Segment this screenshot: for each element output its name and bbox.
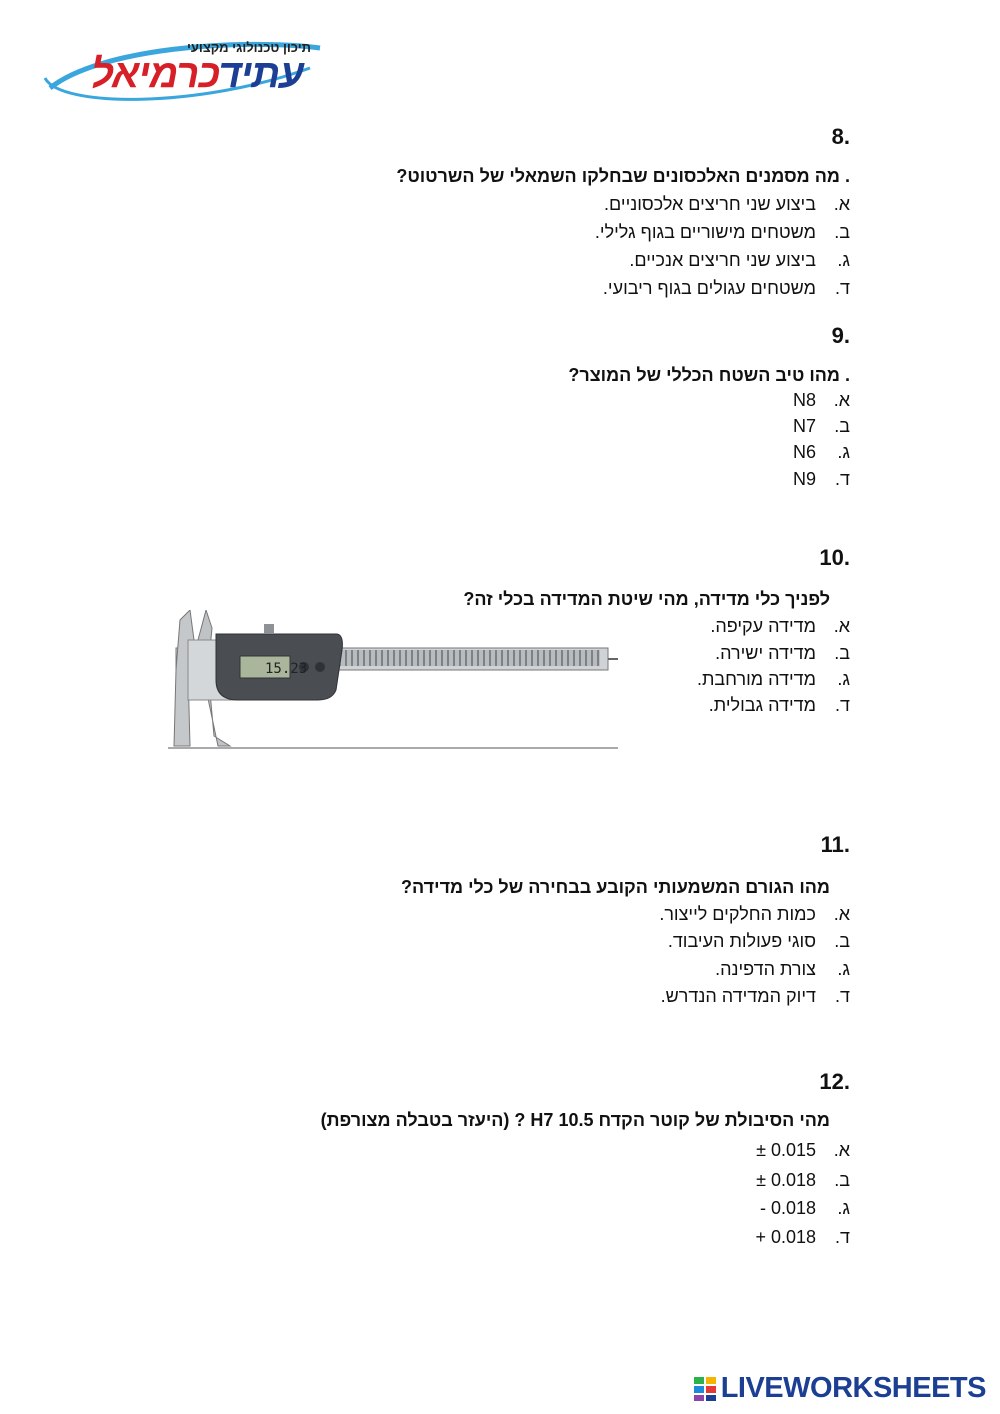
option-text: דיוק המדידה הנדרש.: [660, 986, 816, 1006]
option-text: כמות החלקים לייצור.: [659, 904, 816, 924]
option-label: ב.: [834, 931, 850, 951]
liveworksheets-brand: LIVEWORKSHEETS: [720, 1372, 986, 1404]
option-label: ב.: [834, 416, 850, 436]
answer-option[interactable]: [659, 904, 850, 925]
answer-option[interactable]: [629, 250, 850, 271]
question-number: 12.: [819, 1069, 850, 1094]
option-text: מדידה מורחבת.: [696, 669, 816, 689]
answer-option[interactable]: [756, 1170, 850, 1191]
question-text: . מה מסמנים האלכסונים שבחלקו השמאלי של השרטוט?: [396, 166, 850, 186]
answer-option[interactable]: [661, 986, 850, 1007]
option-label: ד.: [835, 1227, 850, 1247]
option-label: א.: [833, 1140, 850, 1160]
option-label: ד.: [835, 695, 850, 715]
question-number: 9.: [831, 323, 850, 348]
option-text: 0.018 ±: [756, 1170, 816, 1190]
question-number: 10.: [819, 545, 850, 570]
caliper-display-value: 15.23: [265, 661, 308, 677]
option-text: 0.015 ±: [756, 1140, 816, 1160]
option-label: ב.: [834, 643, 850, 663]
option-text: ביצוע שני חריצים אלכסוניים.: [604, 194, 816, 214]
option-text: ביצוע שני חריצים אנכיים.: [629, 250, 816, 270]
option-label: ג.: [837, 959, 850, 979]
option-text: N6: [792, 442, 816, 462]
answer-option[interactable]: [793, 442, 850, 463]
option-text: משטחים עגולים בגוף ריבועי.: [602, 278, 816, 298]
option-label: ב.: [834, 1170, 850, 1190]
option-text: N8: [792, 390, 816, 410]
option-text: מדידה עקיפה.: [710, 616, 816, 636]
answer-option[interactable]: [755, 1227, 850, 1248]
option-label: א.: [833, 194, 850, 214]
answer-option[interactable]: [793, 390, 850, 411]
option-label: ד.: [835, 986, 850, 1006]
logo-word-1: עתיד: [219, 52, 303, 96]
answer-option[interactable]: [760, 1198, 850, 1219]
option-label: ג.: [837, 442, 850, 462]
option-text: 0.018 +: [755, 1227, 816, 1247]
answer-option[interactable]: [604, 194, 850, 215]
answer-option[interactable]: [603, 278, 850, 299]
answer-option[interactable]: [697, 669, 850, 690]
answer-option[interactable]: [715, 959, 850, 980]
question-number: 8.: [831, 124, 850, 149]
question-text: לפניך כלי מדידה, מהי שיטת המדידה בכלי זה?: [463, 589, 830, 609]
question-number: 11.: [820, 832, 850, 857]
option-label: א.: [833, 390, 850, 410]
option-label: ד.: [835, 469, 850, 489]
option-label: ג.: [837, 250, 850, 270]
option-text: מדידה גבולית.: [708, 695, 816, 715]
option-label: א.: [833, 616, 850, 636]
answer-option[interactable]: [793, 416, 850, 437]
answer-option[interactable]: [756, 1140, 850, 1161]
logo-title: [91, 52, 303, 97]
answer-option[interactable]: [668, 931, 850, 952]
option-text: N7: [792, 416, 816, 436]
question-text: . מהו טיב השטח הכללי של המוצר?: [568, 365, 850, 385]
option-label: ד.: [835, 278, 850, 298]
answer-option[interactable]: [709, 695, 850, 716]
answer-option[interactable]: [793, 469, 850, 490]
caliper-image: [168, 610, 618, 750]
question-text: מהו הגורם המשמעותי הקובע בבחירה של כלי מדידה?: [401, 877, 830, 897]
logo-word-2: כרמיאל: [90, 52, 220, 96]
option-text: N9: [792, 469, 816, 489]
option-label: ג.: [837, 1198, 850, 1218]
answer-option[interactable]: [715, 643, 850, 664]
option-label: א.: [833, 904, 850, 924]
option-label: ג.: [837, 669, 850, 689]
answer-option[interactable]: [710, 616, 850, 637]
option-label: ב.: [834, 222, 850, 242]
school-logo: [40, 38, 325, 108]
option-text: 0.018 -: [759, 1198, 816, 1218]
option-text: משטחים מישוריים בגוף גלילי.: [594, 222, 816, 242]
logo-subtitle: תיכון טכנולוגי מקצועי: [186, 40, 311, 55]
option-text: סוגי פעולות העיבוד.: [667, 931, 816, 951]
option-text: צורת הדפינה.: [715, 959, 816, 979]
option-text: מדידה ישירה.: [715, 643, 816, 663]
liveworksheets-logo-icon: [694, 1377, 716, 1401]
answer-option[interactable]: [595, 222, 850, 243]
question-text: מהי הסיבולת של קוטר הקדח 10.5 H7 ? (היעזר בטבלה מצורפת): [320, 1110, 830, 1130]
